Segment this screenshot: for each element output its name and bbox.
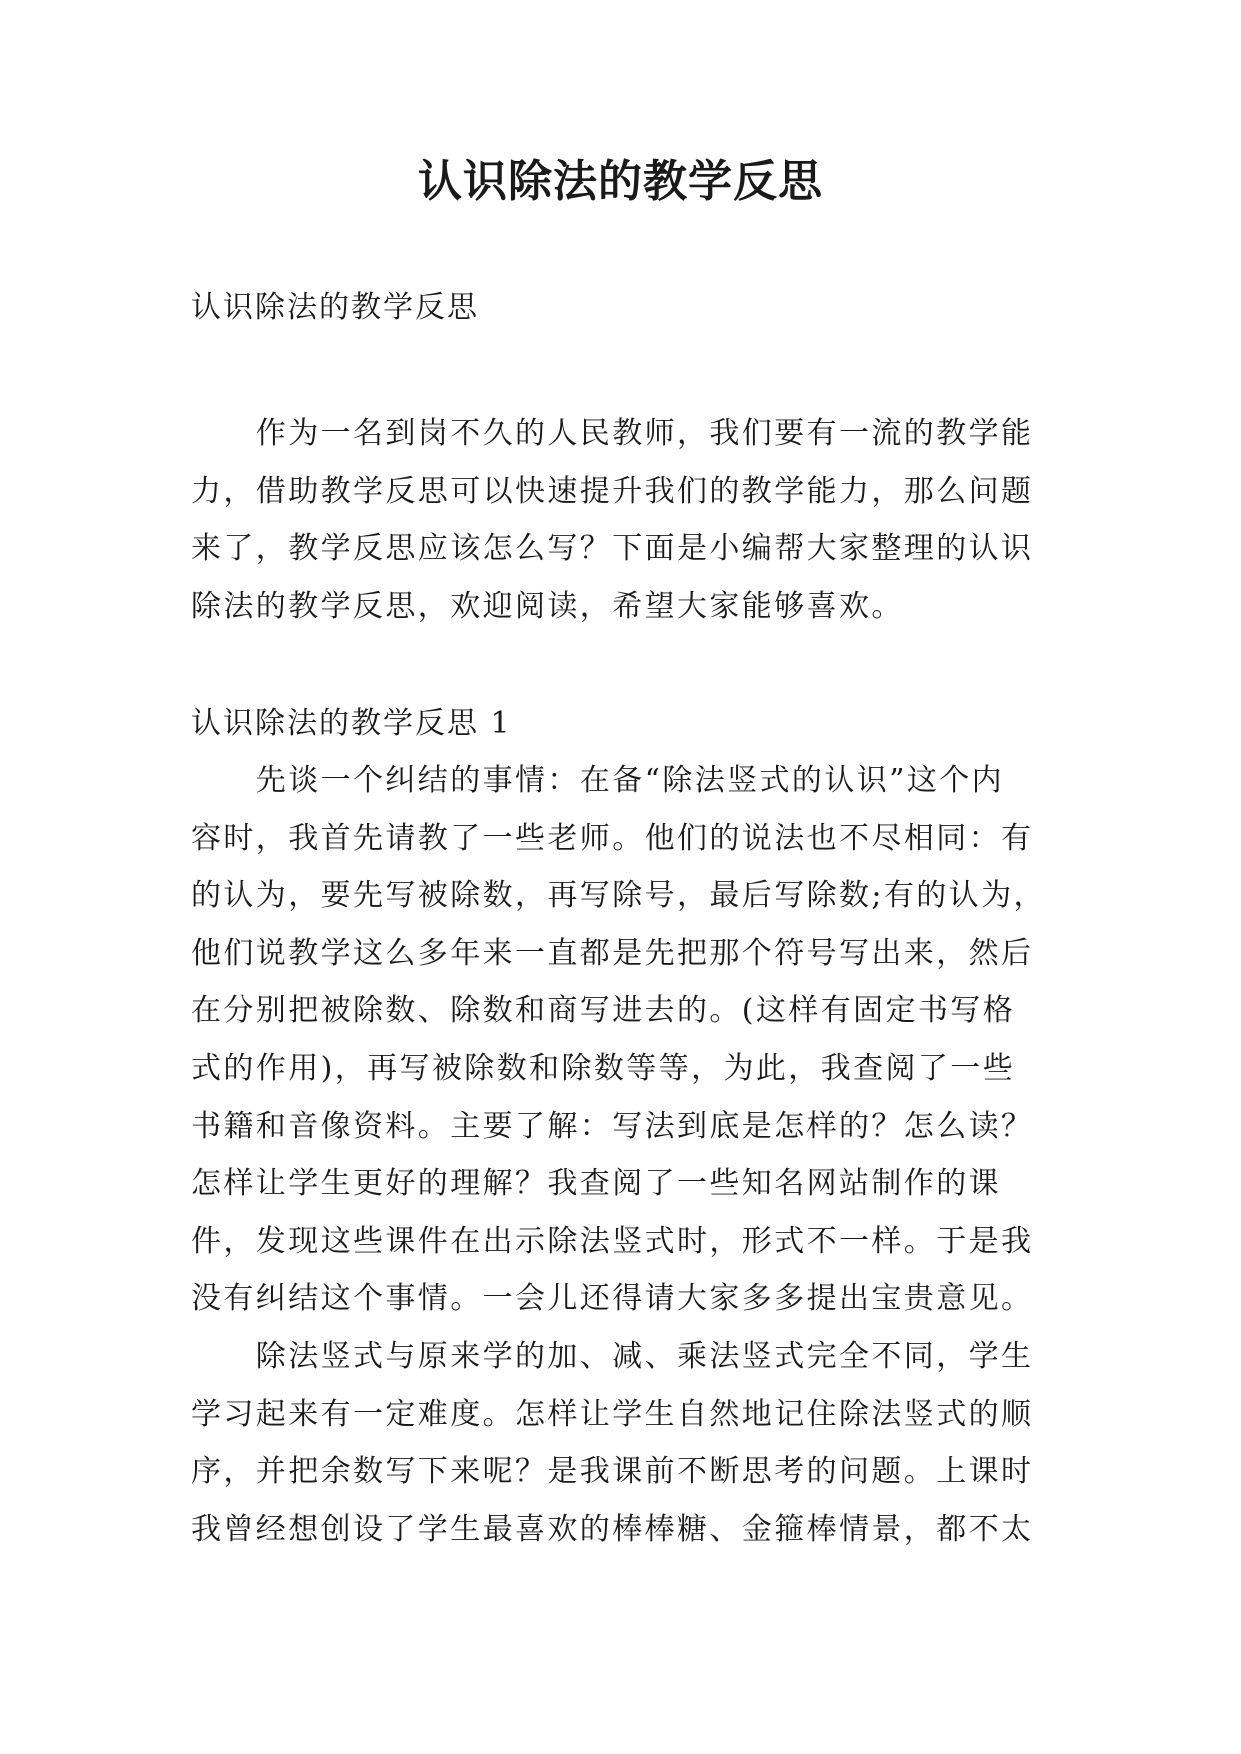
body-line: 序，并把余数写下来呢？是我课前不断思考的问题。上课时 (191, 1454, 1034, 1490)
body-line: 他们说教学这么多年来一直都是先把那个符号写出来，然后 (191, 935, 1034, 971)
body-line: 件，发现这些课件在出示除法竖式时，形式不一样。于是我 (191, 1223, 1034, 1259)
body-line: 式的作用)，再写被除数和除数等等，为此，我查阅了一些 (191, 1050, 1016, 1086)
body-line: 的认为，要先写被除数，再写除号，最后写除数;有的认为， (191, 878, 1046, 914)
body-line: 除法竖式与原来学的加、减、乘法竖式完全不同，学生 (191, 1338, 1034, 1374)
section-body (191, 752, 1051, 1558)
intro-paragraph (191, 405, 1051, 635)
intro-line: 来了，教学反思应该怎么写？下面是小编帮大家整理的认识 (191, 531, 1034, 567)
body-line: 学习起来有一定难度。怎样让学生自然地记住除法竖式的顺 (191, 1396, 1034, 1432)
body-line: 在分别把被除数、除数和商写进去的。(这样有固定书写格 (191, 993, 1016, 1029)
document-title: 认识除法的教学反思 (418, 156, 823, 207)
intro-line: 除法的教学反思，欢迎阅读，希望大家能够喜欢。 (191, 588, 904, 624)
body-line: 容时，我首先请教了一些老师。他们的说法也不尽相同：有 (191, 820, 1034, 856)
body-line: 先谈一个纠结的事情：在备“除法竖式的认识”这个内 (191, 763, 1005, 798)
body-line: 怎样让学生更好的理解？我查阅了一些知名网站制作的课 (191, 1166, 1001, 1202)
body-line: 书籍和音像资料。主要了解：写法到底是怎样的？怎么读？ (191, 1108, 1034, 1144)
intro-line: 力，借助教学反思可以快速提升我们的教学能力，那么问题 (191, 473, 1034, 509)
document-subtitle: 认识除法的教学反思 (191, 290, 479, 325)
intro-line: 作为一名到岗不久的人民教师，我们要有一流的教学能 (191, 416, 1034, 451)
section-heading: 认识除法的教学反思 1 (191, 706, 512, 741)
body-line: 我曾经想创设了学生最喜欢的棒棒糖、金箍棒情景，都不太 (191, 1511, 1034, 1547)
body-line: 没有纠结这个事情。一会儿还得请大家多多提出宝贵意见。 (191, 1281, 1034, 1317)
